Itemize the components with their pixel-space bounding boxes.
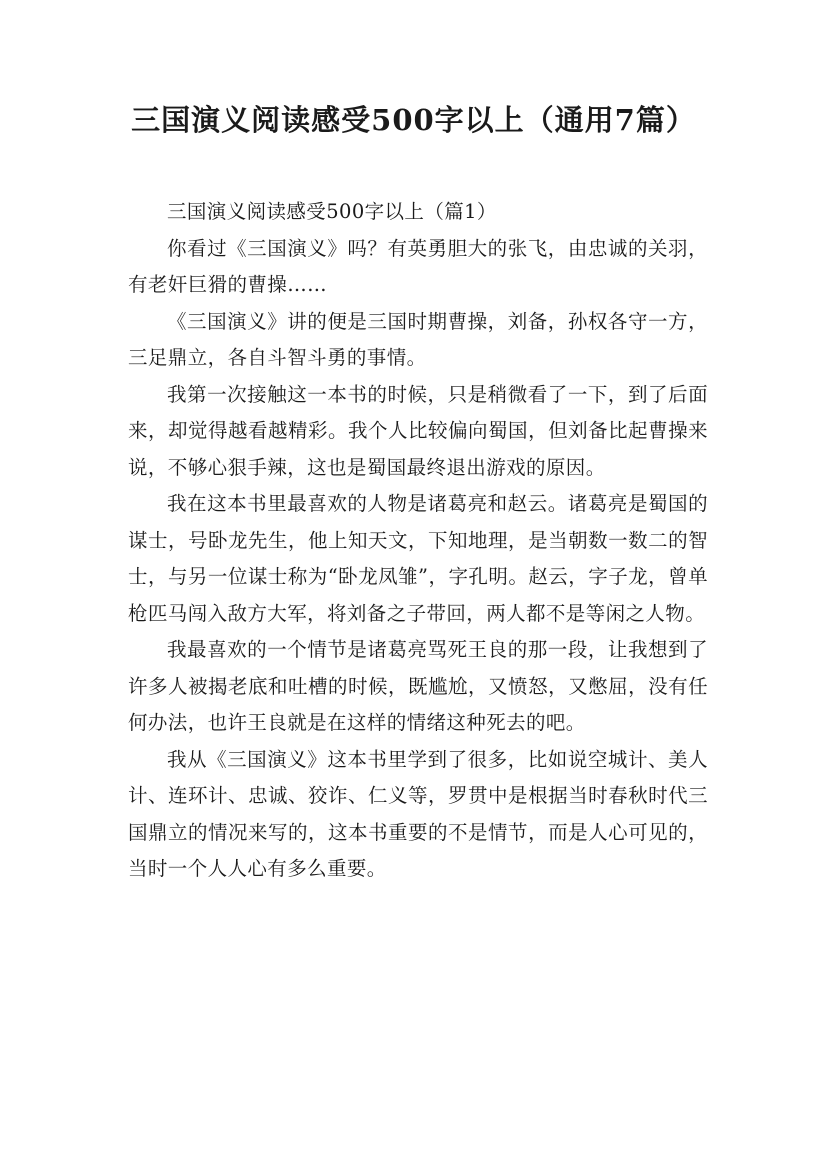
paragraph-3: 我第一次接触这一本书的时候，只是稍微看了一下，到了后面来，却觉得越看越精彩。我个人比较偏向蜀国，但刘备比起曹操来说，不够心狠手辣，这也是蜀国最终退出游戏的原因。 [128,382,708,479]
paragraph-6: 我从《三国演义》这本书里学到了很多，比如说空城计、美人计、连环计、忠诚、狡诈、仁义等，罗贯中是根据当时春秋时代三国鼎立的情况来写的，这本书重要的不是情节，而是人心可见的，当时一个人人心有多么重要。 [128,747,708,880]
paragraph-2: 《三国演义》讲的便是三国时期曹操，刘备，孙权各守一方，三足鼎立，各自斗智斗勇的事情。 [128,309,708,369]
paragraph-5: 我最喜欢的一个情节是诸葛亮骂死王良的那一段，让我想到了许多人被揭老底和吐槽的时候，既尴尬，又愤怒，又憋屈，没有任何办法，也许王良就是在这样的情绪这种死去的吧。 [128,638,708,734]
document-body [128,194,708,888]
section-heading: 三国演义阅读感受500字以上（篇1） [167,200,497,223]
document-title: 三国演义阅读感受500字以上（通用7篇） [131,103,696,137]
paragraph-1: 你看过《三国演义》吗？有英勇胆大的张飞，由忠诚的关羽，有老奸巨猾的曹操…… [128,236,708,296]
paragraph-4: 我在这本书里最喜欢的人物是诸葛亮和赵云。诸葛亮是蜀国的谋士，号卧龙先生，他上知天文，下知地理，是当朝数一数二的智士，与另一位谋士称为“卧龙凤雏”，字孔明。赵云，字子龙，曾单枪匹马闯入敌方大军，将刘备之子带回，两人都不是等闲之人物。 [128,492,708,625]
